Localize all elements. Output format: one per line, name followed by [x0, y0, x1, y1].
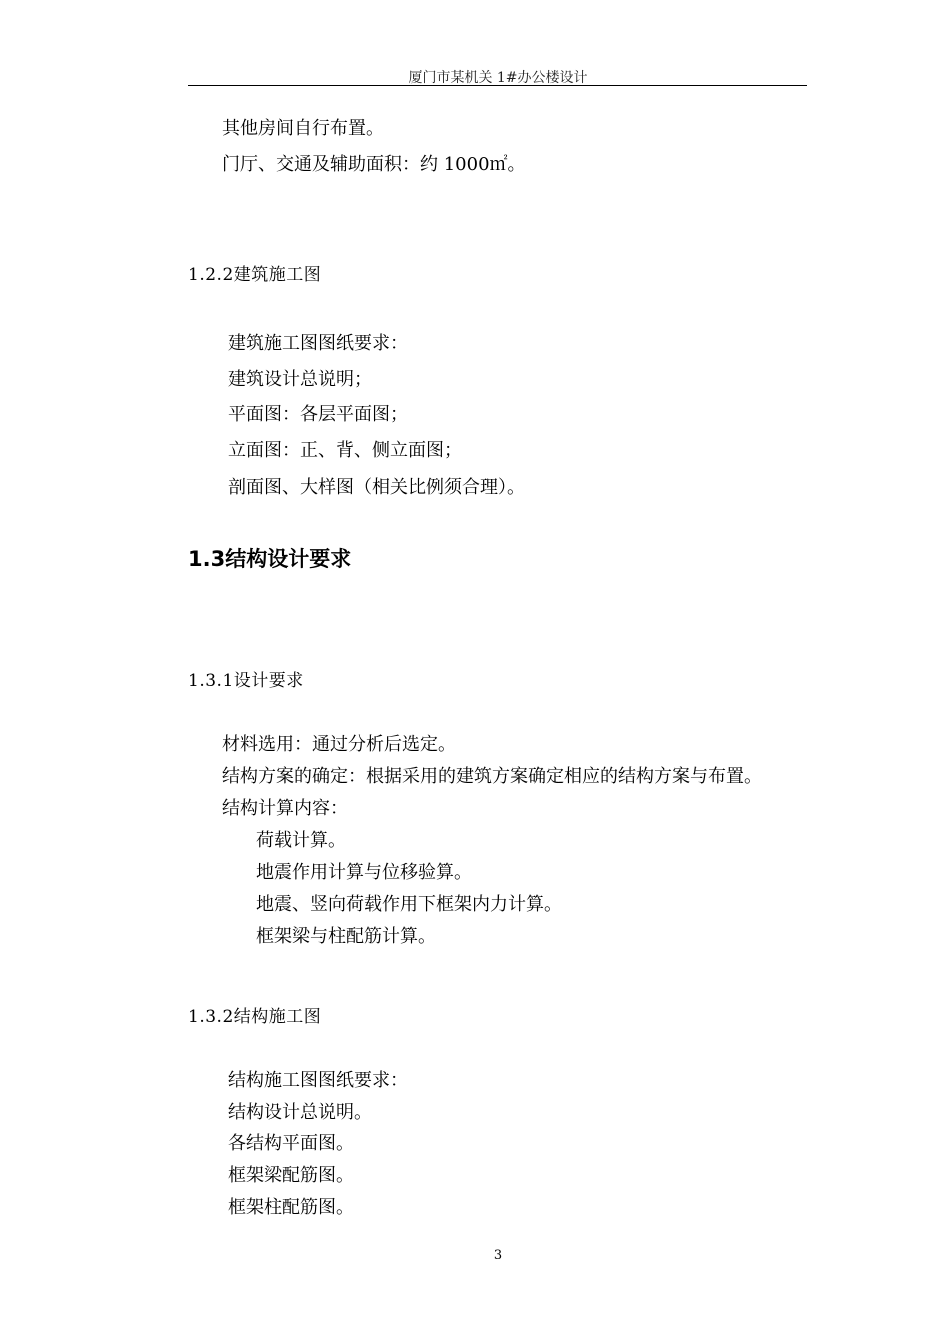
section-heading-1-3-2: 1.3.2结构施工图 — [188, 1007, 322, 1027]
area-text: 门厅、交通及辅助面积：约 1000㎡ — [222, 154, 508, 175]
list-item: 剖面图、大样图（相关比例须合理）。 — [228, 477, 525, 498]
section-heading-1-2-2: 1.2.2建筑施工图 — [188, 265, 322, 285]
area-end: 。 — [507, 154, 526, 175]
page-header-title: 厦门市某机关 1#办公楼设计 — [408, 70, 588, 86]
sub-list-item: 框架梁与柱配筋计算。 — [256, 926, 436, 947]
list-item: 结构设计总说明。 — [228, 1102, 372, 1123]
header-divider — [188, 85, 807, 86]
sub-list-item: 地震作用计算与位移验算。 — [256, 862, 472, 883]
list-item: 建筑设计总说明； — [228, 369, 372, 390]
sub-list-item: 荷载计算。 — [256, 830, 346, 851]
list-item: 结构计算内容： — [222, 798, 348, 819]
list-item: 框架柱配筋图。 — [228, 1197, 354, 1218]
list-item: 立面图：正、背、侧立面图； — [228, 440, 462, 461]
text-line-area — [222, 153, 526, 177]
list-item: 材料选用：通过分析后选定。 — [222, 734, 456, 755]
list-item: 各结构平面图。 — [228, 1133, 354, 1154]
text-line: 其他房间自行布置。 — [222, 118, 384, 139]
list-item: 结构方案的确定：根据采用的建筑方案确定相应的结构方案与布置。 — [222, 766, 762, 787]
list-item: 建筑施工图图纸要求： — [228, 333, 408, 354]
section-heading-1-3: 1.3结构设计要求 — [188, 547, 352, 571]
list-item: 结构施工图图纸要求： — [228, 1070, 408, 1091]
list-item: 平面图：各层平面图； — [228, 404, 408, 425]
section-heading-1-3-1: 1.3.1设计要求 — [188, 671, 304, 691]
sub-list-item: 地震、竖向荷载作用下框架内力计算。 — [256, 894, 562, 915]
page-number: 3 — [493, 1248, 503, 1263]
list-item: 框架梁配筋图。 — [228, 1165, 354, 1186]
